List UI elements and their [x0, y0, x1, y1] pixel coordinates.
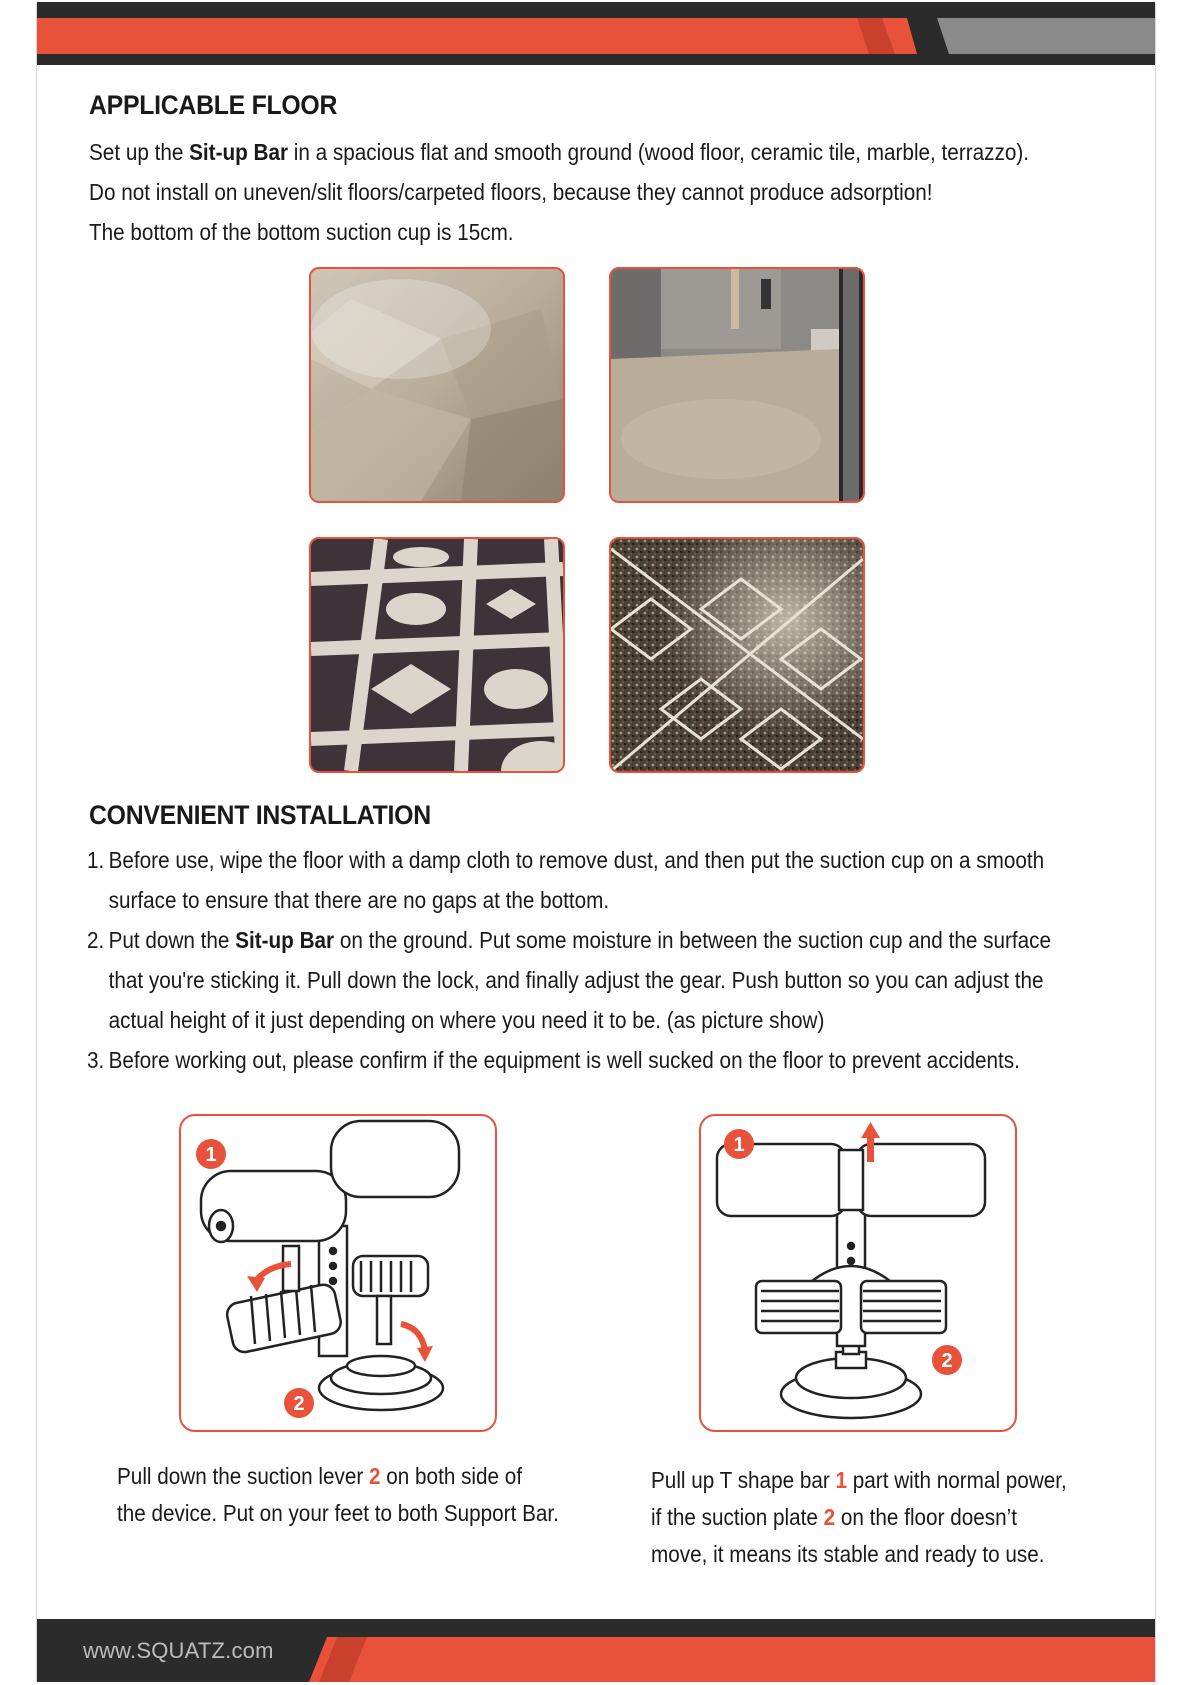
caption-right-line2: if the suction plate 2 on the floor doesn’t — [651, 1504, 1017, 1530]
wood-floor-photo — [309, 267, 565, 503]
footer-website-link[interactable]: www.SQUATZ.com — [83, 1638, 274, 1663]
caption-right-line3: move, it means its stable and ready to use. — [651, 1541, 1045, 1567]
floor-text-line1: Set up the Sit-up Bar in a spacious flat and smooth ground (wood floor, ceramic tile, marble, terrazzo). — [89, 139, 1029, 165]
tile-floor-photo — [609, 267, 865, 503]
installation-step-2: 2. Put down the Sit-up Bar on the ground. Put some moisture in between the suction cup and the surface that you're sticking it. Pull down the lock, and finally adjust the gear. Push button so you can adjust the actual height of it just depending on where you need it to be. (as picture show) — [87, 927, 1051, 1033]
installation-step-1: 1. Before use, wipe the floor with a damp cloth to remove dust, and then put the suction cup on a smooth surface to ensure that there are no gaps at the bottom. — [87, 847, 1045, 913]
manual-page — [36, 2, 1156, 1682]
caption-left-line1: Pull down the suction lever 2 on both side of — [117, 1463, 523, 1489]
caption-left-line2: the device. Put on your feet to both Support Bar. — [117, 1500, 559, 1526]
section-title-applicable-floor: APPLICABLE FLOOR — [89, 90, 338, 120]
header-stripe — [37, 18, 1155, 54]
diagram-pull-up-t-bar — [699, 1114, 1017, 1432]
ceramic-tile-floor-photo — [309, 537, 565, 773]
diagram-left-badge-1: 1 — [205, 1144, 217, 1166]
installation-steps — [87, 840, 1117, 1080]
floor-text-line3: The bottom of the bottom suction cup is 15cm. — [89, 219, 514, 245]
diagram-right-badge-2: 2 — [941, 1350, 953, 1372]
caption-right-line1: Pull up T shape bar 1 part with normal power, — [651, 1467, 1067, 1493]
section-title-convenient-installation: CONVENIENT INSTALLATION — [89, 800, 431, 830]
diagram-pull-down-lever — [179, 1114, 497, 1432]
terrazzo-floor-photo — [609, 537, 865, 773]
diagram-right-badge-1: 1 — [733, 1134, 745, 1156]
installation-step-3: 3. Before working out, please confirm if the equipment is well sucked on the floor to prevent accidents. — [87, 1047, 1020, 1073]
floor-text-line2: Do not install on uneven/slit floors/carpeted floors, because they cannot produce adsorption! — [89, 179, 933, 205]
diagram-left-badge-2: 2 — [293, 1393, 305, 1415]
